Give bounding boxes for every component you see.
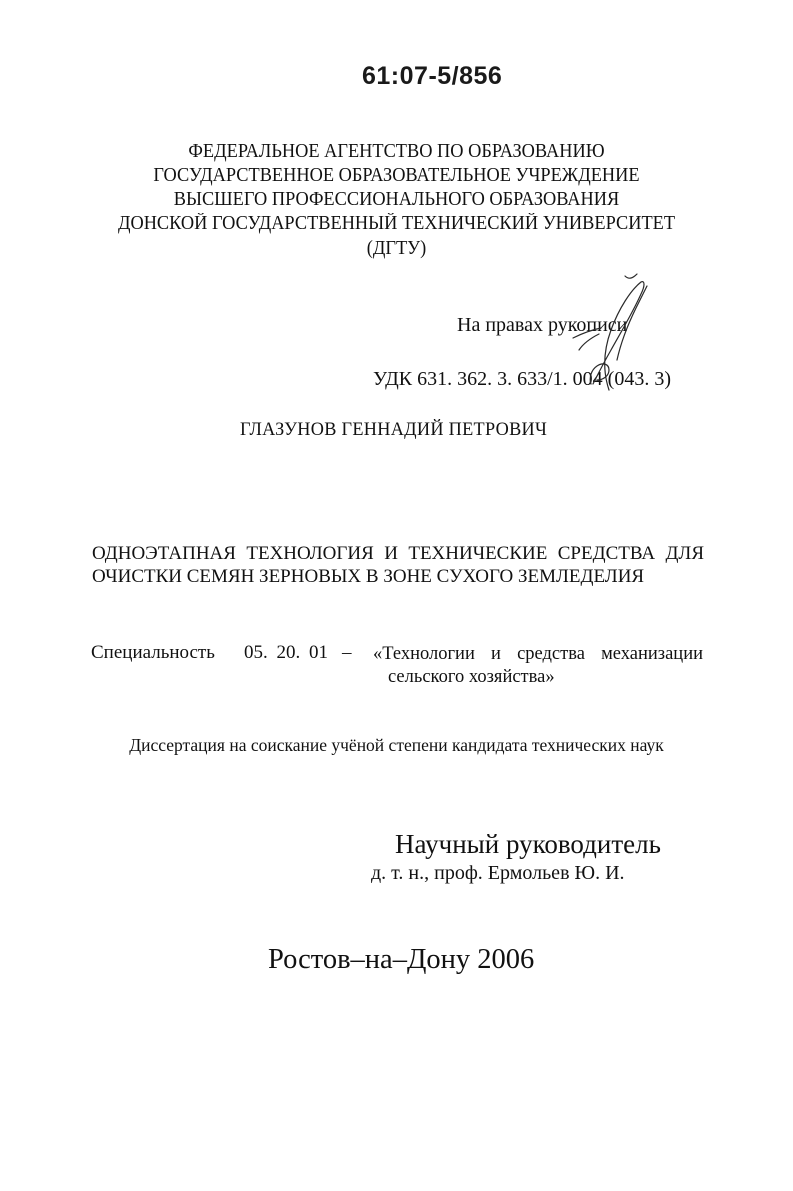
author-name: ГЛАЗУНОВ ГЕННАДИЙ ПЕТРОВИЧ [240,419,548,440]
specialty-dash: – [342,642,352,663]
degree-statement: Диссертация на соискание учёной степени кандидата технических наук [129,735,664,755]
institution-line: ВЫСШЕГО ПРОФЕССИОНАЛЬНОГО ОБРАЗОВАНИЯ [173,189,620,210]
institution-abbreviation: (ДГТУ) [366,238,427,259]
specialty-label: Специальность [91,642,215,663]
title-line: ОДНОЭТАПНАЯ ТЕХНОЛОГИЯ И ТЕХНИЧЕСКИЕ СРЕДСТВА ДЛЯ [92,543,704,564]
specialty-code: 05. 20. 01 [244,642,328,663]
institution-line: ГОСУДАРСТВЕННОЕ ОБРАЗОВАТЕЛЬНОЕ УЧРЕЖДЕНИЕ [153,165,640,186]
catalog-code: 61:07-5/856 [362,62,503,90]
institution-line: ДОНСКОЙ ГОСУДАРСТВЕННЫЙ ТЕХНИЧЕСКИЙ УНИВЕРСИТЕТ [117,213,676,234]
advisor-title: Научный руководитель [395,829,661,859]
advisor-name: д. т. н., проф. Ермольев Ю. И. [371,862,625,884]
place-and-year: Ростов–на–Дону 2006 [268,944,535,975]
specialty-name: сельского хозяйства» [388,667,555,687]
udc-code: УДК 631. 362. 3. 633/1. 004 (043. 3) [373,368,671,390]
title-line: ОЧИСТКИ СЕМЯН ЗЕРНОВЫХ В ЗОНЕ СУХОГО ЗЕМЛЕДЕЛИЯ [92,566,645,587]
specialty-name: «Технологии и средства механизации [373,644,703,664]
handwritten-signature [533,272,658,397]
institution-line: ФЕДЕРАЛЬНОЕ АГЕНТСТВО ПО ОБРАЗОВАНИЮ [188,141,605,162]
manuscript-note: На правах рукописи [457,314,628,336]
